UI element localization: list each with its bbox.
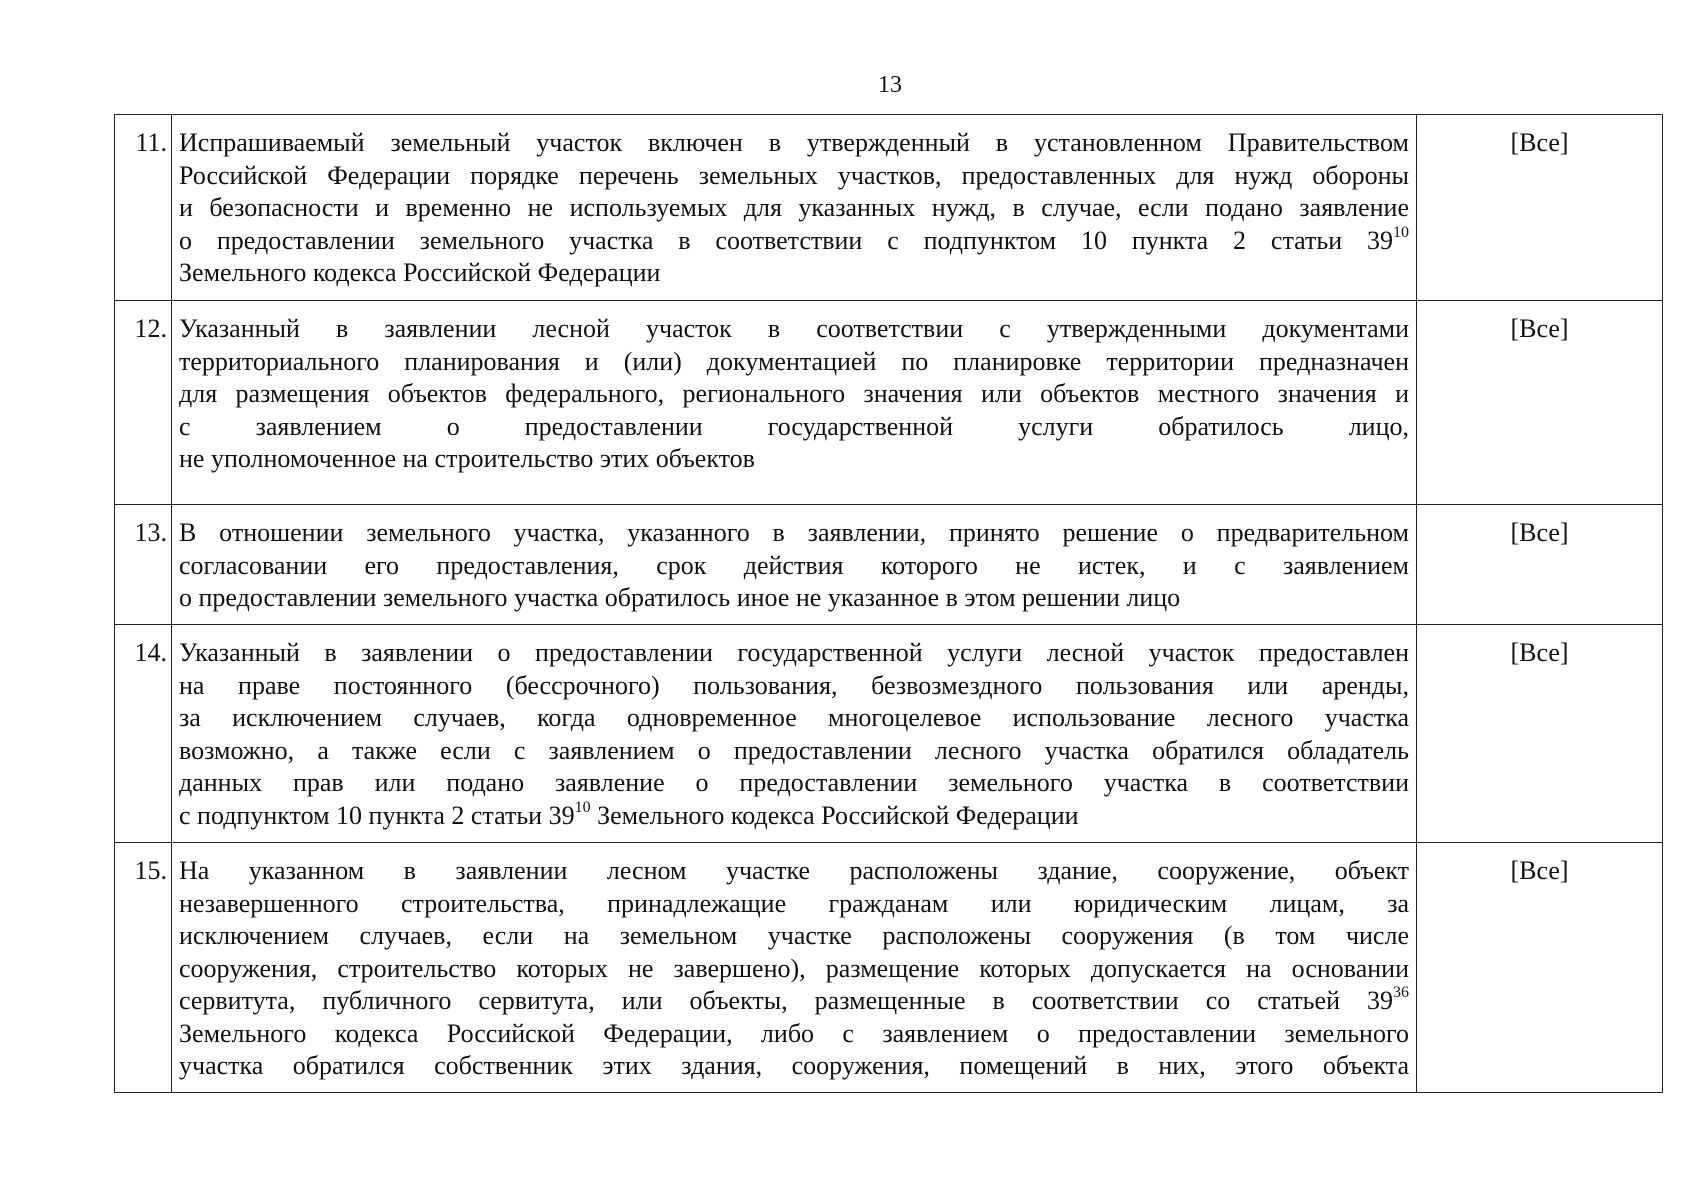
table-row: [115, 301, 1663, 505]
row-number: 13.: [115, 505, 172, 625]
row-text: [172, 505, 1417, 625]
text-line: участка обратился собственник этих здания, сооружения, помещений в них, этого объекта: [179, 1051, 1409, 1080]
text-line: незавершенного строительства, принадлежащие гражданам или юридическим лицам, за: [179, 888, 1409, 918]
text-line: согласовании его предоставления, срок действия которого не истек, и с заявлением: [179, 550, 1409, 580]
text-line: Указанный в заявлении лесной участок в соответствии с утвержденными документами: [179, 314, 1409, 343]
text-line: возможно, а также если с заявлением о предоставлении лесного участка обратился обладатель: [179, 735, 1409, 765]
scope-label: [Все]: [1417, 301, 1663, 505]
scope-label: [Все]: [1417, 625, 1663, 843]
superscript: 36: [1393, 984, 1409, 1002]
text-line: данных прав или подано заявление о предоставлении земельного участка в соответствии: [179, 768, 1409, 797]
table-row: [115, 505, 1663, 625]
text-line: [179, 225, 1409, 258]
text-line: Земельного кодекса Российской Федерации, либо с заявлением о предоставлении земельного: [179, 1018, 1409, 1048]
table-row: [115, 115, 1663, 301]
text-fragment: о предоставлении земельного участка в соответствии с подпунктом 10 пункта 2 статьи 39: [179, 225, 1393, 255]
row-text: [172, 843, 1417, 1093]
text-line: исключением случаев, если на земельном участке расположены сооружения (в том числе: [179, 921, 1409, 950]
row-text: [172, 301, 1417, 505]
table-row: [115, 843, 1663, 1093]
page-number: 13: [878, 72, 902, 98]
text-line: Российской Федерации порядке перечень земельных участков, предоставленных для нужд обороны: [179, 160, 1409, 190]
text-line: Указанный в заявлении о предоставлении государственной услуги лесной участок предоставлен: [179, 638, 1409, 667]
text-line: [179, 985, 1409, 1018]
text-line: В отношении земельного участка, указанного в заявлении, принято решение о предварительном: [179, 518, 1409, 547]
row-number: 12.: [115, 301, 172, 505]
text-line: На указанном в заявлении лесном участке расположены здание, сооружение, объект: [179, 856, 1409, 885]
text-line: с заявлением о предоставлении государственной услуги обратилось лицо,: [179, 411, 1409, 441]
scope-label: [Все]: [1417, 115, 1663, 301]
text-line: [179, 800, 1409, 833]
text-line: не уполномоченное на строительство этих объектов: [179, 444, 755, 473]
text-line: за исключением случаев, когда одновременное многоцелевое использование лесного участка: [179, 703, 1409, 732]
row-text: [172, 115, 1417, 301]
text-fragment: сервитута, публичного сервитута, или объекты, размещенные в соответствии со статьей 39: [179, 986, 1393, 1015]
text-line: на праве постоянного (бессрочного) пользования, безвозмездного пользования или аренды,: [179, 670, 1409, 700]
superscript: 10: [574, 798, 591, 816]
scope-label: [Все]: [1417, 843, 1663, 1093]
text-fragment: с подпунктом 10 пункта 2 статьи 39: [179, 800, 575, 830]
text-fragment: Земельного кодекса Российской Федерации: [590, 800, 1079, 830]
row-number: 15.: [115, 843, 172, 1093]
text-line: о предоставлении земельного участка обратилось иное не указанное в этом решении лицо: [179, 583, 1181, 612]
text-line: Испрашиваемый земельный участок включен в утвержденный в установленном Правительством: [179, 128, 1409, 157]
row-text: [172, 625, 1417, 843]
text-line: Земельного кодекса Российской Федерации: [179, 258, 661, 287]
text-line: и безопасности и временно не используемых для указанных нужд, в случае, если подано заявление: [179, 193, 1409, 222]
superscript: 10: [1393, 223, 1409, 241]
row-number: 11.: [115, 115, 172, 301]
text-line: территориального планирования и (или) документацией по планировке территории предназначен: [179, 346, 1409, 376]
text-line: сооружения, строительство которых не завершено), размещение которых допускается на основании: [179, 953, 1409, 983]
table-row: [115, 625, 1663, 843]
requirements-table: [114, 114, 1663, 1093]
row-number: 14.: [115, 625, 172, 843]
text-line: для размещения объектов федерального, регионального значения или объектов местного значения и: [179, 379, 1409, 408]
scope-label: [Все]: [1417, 505, 1663, 625]
